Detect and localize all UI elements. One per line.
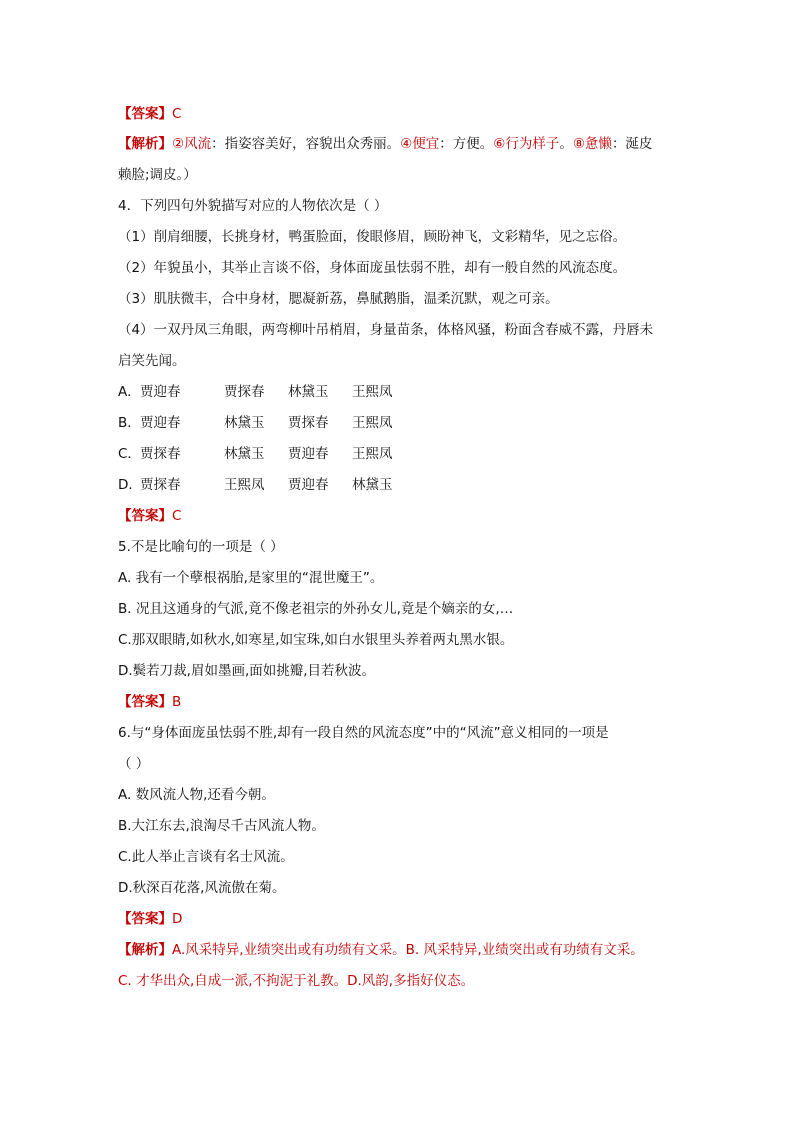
analysis-label: 【解析】 [118,136,172,152]
q4-option-a: A．贾迎春 贾探春 林黛玉 王熙凤 [118,384,393,400]
question-4-stem: 4．下列四句外貌描写对应的人物依次是（ ） [118,198,388,214]
q4-answer-line [118,506,181,526]
q4-option-d: D．贾探春 王熙凤 贾迎春 林黛玉 [118,477,393,493]
q5-option-a: A. 我有一个孽根祸胎,是家里的“混世魔王”。 [118,570,384,586]
q4-item-2: （2）年貌虽小，其举止言谈不俗，身体面庞虽怯弱不胜，却有一般自然的风流态度。 [118,260,627,276]
q6-option-a: A. 数风流人物,还看今朝。 [118,787,275,803]
analysis-line [118,134,652,154]
q4-option-b: B．贾迎春 林黛玉 贾探春 王熙凤 [118,415,393,431]
question-5-stem: 5.不是比喻句的一项是（ ） [118,539,284,555]
answer-value: C [172,106,182,122]
answer-line [118,104,181,124]
answer-value: C [172,508,182,524]
q6-answer-line [118,909,182,929]
answer-label: 【答案】 [118,508,172,524]
analysis-term: ④便宜 [400,136,440,152]
q6-option-b: B.大江东去,浪淘尽千古风流人物。 [118,818,325,834]
analysis-term: ⑥行为样子 [493,136,560,152]
answer-label: 【答案】 [118,694,172,710]
analysis-def: ：方便。 [439,136,494,152]
q5-answer-line [118,692,181,712]
analysis-label: 【解析】 [118,942,172,958]
answer-value: B [172,694,182,710]
analysis-continuation: 赖脸;调皮。） [118,167,197,183]
analysis-text: A.风采特异,业绩突出或有功绩有文采。B. 风采特异,业绩突出或有功绩有文采。 [172,942,644,958]
q6-analysis-continuation: C. 才华出众,自成一派,不拘泥于礼教。D.风韵,多指好仪态。 [118,973,475,989]
answer-label: 【答案】 [118,106,172,122]
q5-option-d: D.鬓若刀裁,眉如墨画,面如挑瓣,目若秋波。 [118,663,376,679]
question-6-stem-cont: （ ） [118,756,150,772]
q6-option-c: C.此人举止言谈有名士风流。 [118,849,294,865]
q4-item-1: （1）削肩细腰，长挑身材，鸭蛋脸面，俊眼修眉，顾盼神飞，文彩精华，见之忘俗。 [118,229,627,245]
q6-option-d: D.秋深百花落,风流傲在菊。 [118,880,286,896]
q4-item-4: （4）一双丹凤三角眼，两弯柳叶吊梢眉，身量苗条，体格风骚，粉面含春威不露，丹唇未 [118,322,654,338]
q4-option-c: C．贾探春 林黛玉 贾迎春 王熙凤 [118,446,393,462]
answer-value: D [172,911,183,927]
analysis-def: ：指姿容美好，容貌出众秀丽。 [211,136,401,152]
analysis-term: ②风流 [172,136,212,152]
q4-item-4-cont: 启笑先闻。 [118,353,186,369]
analysis-def: ：涎皮 [611,136,653,152]
q5-option-c: C.那双眼睛,如秋水,如寒星,如宝珠,如白水银里头养着两丸黑水银。 [118,632,514,648]
analysis-def: 。 [559,136,573,152]
analysis-term: ⑧惫懒 [572,136,612,152]
answer-label: 【答案】 [118,911,172,927]
q5-option-b: B. 况且这通身的气派,竟不像老祖宗的外孙女儿,竟是个嫡亲的女,… [118,601,514,617]
q6-analysis-line [118,940,644,960]
q4-item-3: （3）肌肤微丰，合中身材，腮凝新荔，鼻腻鹅脂，温柔沉默，观之可亲。 [118,291,559,307]
question-6-stem: 6.与“身体面庞虽怯弱不胜,却有一段自然的风流态度”中的“风流”意义相同的一项是 [118,725,609,741]
